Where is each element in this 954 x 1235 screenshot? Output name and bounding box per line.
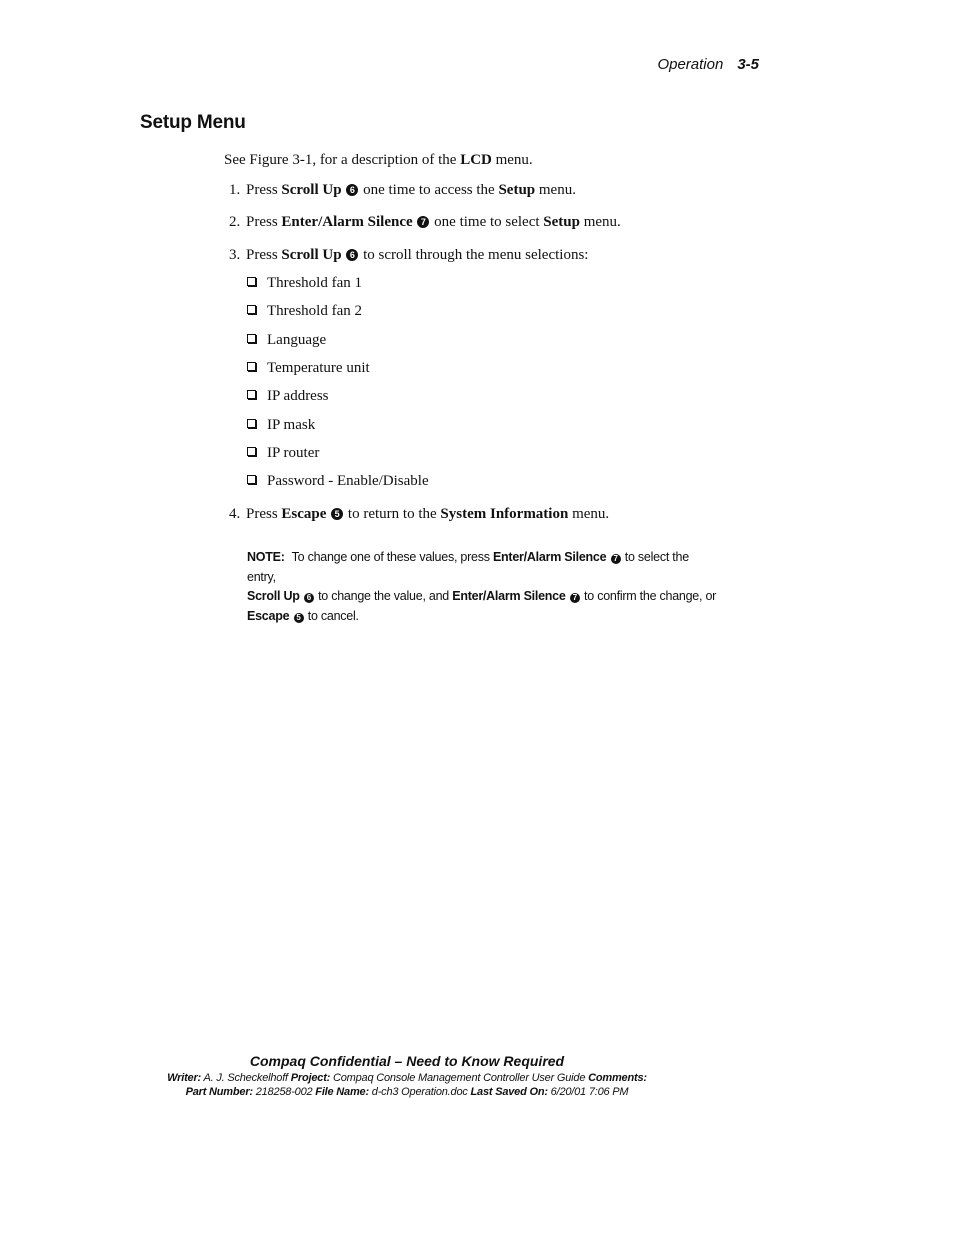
list-item-label: Password - Enable/Disable: [267, 473, 429, 489]
callout-5-icon: 5: [331, 508, 343, 520]
callout-6-icon: 6: [346, 249, 358, 261]
step-3: [229, 246, 588, 264]
step-menu-label: Setup: [498, 182, 536, 198]
running-header: [657, 56, 759, 73]
last-saved-label: Last Saved On:: [470, 1086, 548, 1098]
file-name-value: d-ch3 Operation.doc: [368, 1086, 471, 1098]
step-4: [229, 505, 609, 523]
callout-5-icon: 5: [294, 613, 304, 623]
note-text: to select the entry,: [247, 550, 689, 584]
step-text: menu.: [535, 182, 576, 198]
step-text: one time to access the: [359, 182, 499, 198]
note-key-label: Scroll Up: [247, 589, 300, 603]
callout-6-icon: 6: [304, 593, 314, 603]
file-name-label: File Name:: [315, 1086, 369, 1098]
step-text: Press: [246, 214, 282, 230]
checkbox-bullet-icon: [247, 390, 256, 399]
step-text: one time to select: [430, 214, 544, 230]
intro-text: See Figure 3-1, for a description of the: [224, 152, 461, 168]
checkbox-bullet-icon: [247, 362, 256, 371]
step-menu-label: Setup: [543, 214, 580, 230]
list-item-label: IP mask: [267, 417, 316, 433]
footer-meta-line-1: [0, 1072, 814, 1084]
step-text: Press: [246, 182, 282, 198]
list-item: [247, 472, 429, 490]
list-item: [247, 302, 362, 320]
list-item: [247, 359, 370, 377]
callout-7-icon: 7: [570, 593, 580, 603]
list-item-label: IP router: [267, 445, 320, 461]
intro-bold-lcd: LCD: [460, 152, 492, 168]
step-text: menu.: [579, 214, 621, 230]
checkbox-bullet-icon: [247, 475, 256, 484]
checkbox-bullet-icon: [247, 277, 256, 286]
list-item-label: IP address: [267, 388, 329, 404]
list-item: [247, 387, 329, 405]
callout-6-icon: 6: [346, 184, 358, 196]
step-number: 4.: [229, 506, 241, 522]
callout-7-icon: 7: [417, 216, 429, 228]
step-number: 1.: [229, 182, 241, 198]
checkbox-bullet-icon: [247, 334, 256, 343]
list-item-label: Temperature unit: [267, 360, 370, 376]
step-number: 2.: [229, 214, 241, 230]
section-title: Setup Menu: [140, 112, 246, 133]
checkbox-bullet-icon: [247, 305, 256, 314]
header-section-label: Operation: [657, 56, 724, 73]
part-number-label: Part Number:: [185, 1086, 253, 1098]
comments-label: Comments:: [588, 1072, 647, 1084]
note-text: to cancel.: [304, 608, 359, 623]
checkbox-bullet-icon: [247, 419, 256, 428]
list-item: [247, 444, 319, 462]
step-number: 3.: [229, 247, 241, 263]
list-item: [247, 331, 326, 349]
note-block: [247, 548, 717, 626]
step-2: [229, 213, 621, 231]
step-text: to return to the: [344, 506, 441, 522]
note-key-label: Escape: [247, 608, 290, 623]
project-label: Project:: [290, 1072, 331, 1084]
list-item-label: Language: [267, 332, 327, 348]
writer-value: A. J. Scheckelhoff: [201, 1072, 291, 1084]
writer-label: Writer:: [167, 1072, 202, 1084]
step-key-label: Scroll Up: [281, 247, 342, 263]
intro-text-end: menu.: [491, 152, 533, 168]
footer-meta-line-2: [0, 1086, 814, 1098]
step-key-label: Scroll Up: [281, 182, 342, 198]
step-text: to scroll through the menu selections:: [359, 247, 589, 263]
step-1: [229, 181, 576, 199]
list-item: [247, 416, 315, 434]
project-value: Compaq Console Management Controller User Guide: [330, 1072, 589, 1084]
step-text: Press: [246, 506, 282, 522]
intro-paragraph: [224, 151, 533, 169]
note-label: NOTE:: [247, 550, 285, 564]
last-saved-value: 6/20/01 7:06 PM: [547, 1086, 629, 1098]
note-text: to confirm the change, or: [580, 589, 717, 603]
callout-7-icon: 7: [611, 554, 621, 564]
step-text: menu.: [568, 506, 610, 522]
checkbox-bullet-icon: [247, 447, 256, 456]
note-text: to change the value, and: [314, 589, 453, 603]
note-key-label: Enter/Alarm Silence: [492, 550, 607, 564]
list-item-label: Threshold fan 2: [267, 303, 362, 319]
note-key-label: Enter/Alarm Silence: [452, 589, 566, 603]
step-key-label: Enter/Alarm Silence: [281, 214, 413, 230]
list-item-label: Threshold fan 1: [267, 275, 362, 291]
page-number: 3-5: [737, 56, 759, 73]
step-text: Press: [246, 247, 282, 263]
list-item: [247, 274, 362, 292]
note-text: To change one of these values, press: [291, 550, 493, 564]
footer-confidential: Compaq Confidential – Need to Know Required: [249, 1053, 565, 1069]
part-number-value: 218258-002: [252, 1086, 316, 1098]
step-key-label: Escape: [281, 506, 327, 522]
step-menu-label: System Information: [440, 506, 569, 522]
